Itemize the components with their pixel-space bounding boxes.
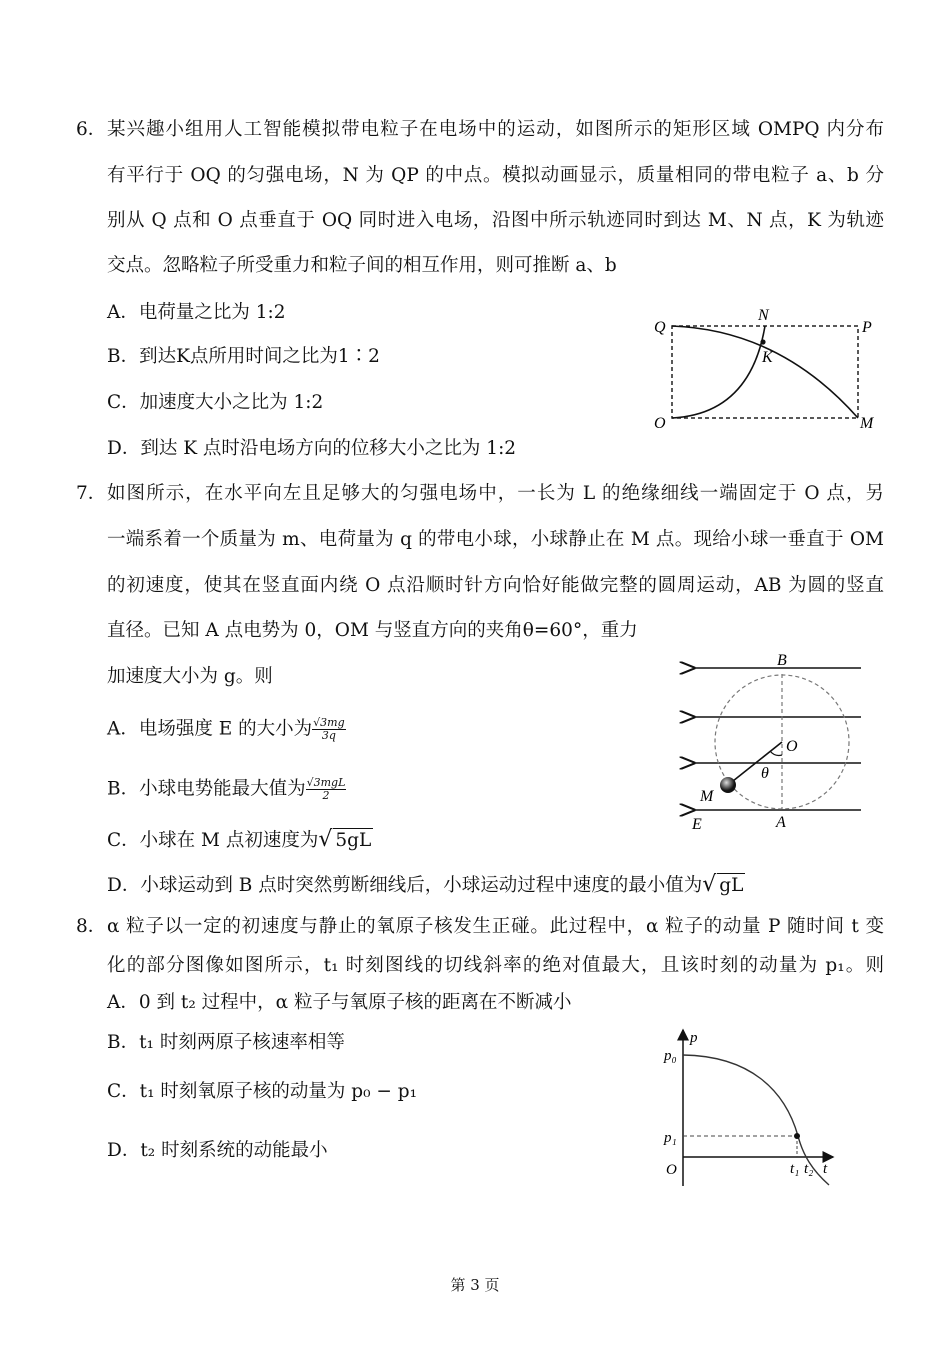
- q7-circle-diagram: [640, 645, 890, 835]
- q7-stem-line: 直径。已知 A 点电势为 0，OM 与竖直方向的夹角θ=60°，重力: [107, 620, 638, 641]
- option-text: A．电场强度 E 的大小为: [107, 718, 313, 740]
- label-m: M: [700, 788, 714, 805]
- label-a: A: [776, 814, 786, 831]
- q7-option-c: [107, 828, 373, 853]
- fraction: [312, 717, 345, 742]
- radicand: 5gL: [335, 830, 372, 851]
- q8-option-d: D．t₂ 时刻系统的动能最小: [107, 1140, 328, 1161]
- label-q: Q: [654, 319, 666, 336]
- q6-number: 6．: [76, 119, 107, 140]
- label-n: N: [758, 307, 769, 324]
- label-m: M: [860, 415, 874, 432]
- label-theta: θ: [761, 765, 769, 782]
- numerator: √3mg: [313, 716, 345, 729]
- q8-number: 8．: [76, 916, 107, 937]
- q6-option-b: B．到达K点所用时间之比为1∶2: [107, 346, 380, 367]
- label-p: P: [862, 319, 872, 336]
- q8-momentum-graph: [640, 1020, 840, 1195]
- label-p0: p₀: [664, 1048, 677, 1064]
- label-t-axis: t: [823, 1161, 828, 1177]
- label-o: O: [786, 738, 798, 755]
- q8-stem-line: 化的部分图像如图所示，t₁ 时刻图线的切线斜率的绝对值最大，且该时刻的动量为 p₁。则: [107, 955, 884, 976]
- denominator: 2: [322, 789, 330, 802]
- page-number: 第 3 页: [450, 1276, 500, 1294]
- label-o: O: [654, 415, 666, 432]
- q6-stem-line: 某兴趣小组用人工智能模拟带电粒子在电场中的运动，如图所示的矩形区域 OMPQ 内分布: [107, 119, 884, 140]
- q7-stem-line: 加速度大小为 g。则: [107, 666, 273, 687]
- fraction: [306, 777, 347, 802]
- q7-stem-line: 一端系着一个质量为 m、电荷量为 q 的带电小球，小球静止在 M 点。现给小球一垂直于 OM: [107, 529, 884, 550]
- q6-stem-line: 有平行于 OQ 的匀强电场，N 为 QP 的中点。模拟动画显示，质量相同的带电粒子 a、b 分: [107, 165, 884, 186]
- q6-option-c: C．加速度大小之比为 1:2: [107, 392, 324, 413]
- q6-option-a: A．电荷量之比为 1:2: [107, 302, 286, 323]
- label-origin: O: [666, 1162, 677, 1178]
- label-e: E: [692, 816, 702, 833]
- q6-stem-line: 交点。忽略粒子所受重力和粒子间的相互作用，则可推断 a、b: [107, 255, 617, 276]
- label-b: B: [777, 652, 787, 669]
- q7-number: 7．: [76, 483, 107, 504]
- denominator: 3q: [321, 729, 336, 742]
- q7-option-d: [107, 873, 745, 898]
- label-t1: t₁: [790, 1161, 800, 1177]
- q6-field-diagram: [640, 300, 890, 440]
- option-text: C．小球在 M 点初速度为: [107, 830, 319, 851]
- radicand: gL: [719, 875, 744, 896]
- label-p1: p₁: [664, 1130, 677, 1146]
- sqrt-sign: √: [702, 872, 717, 897]
- numerator: √3mgL: [306, 776, 346, 789]
- q6-stem-line: 别从 Q 点和 O 点垂直于 OQ 同时进入电场，沿图中所示轨迹同时到达 M、N 点，K 为轨迹: [107, 210, 884, 231]
- option-text: D．小球运动到 B 点时突然剪断细线后，小球运动过程中速度的最小值为: [107, 875, 703, 896]
- q6-option-d: D．到达 K 点时沿电场方向的位移大小之比为 1:2: [107, 438, 517, 459]
- q7-stem-line: 的初速度，使其在竖直面内绕 O 点沿顺时针方向恰好能做完整的圆周运动，AB 为圆的竖直: [107, 575, 884, 596]
- q8-option-b: B．t₁ 时刻两原子核速率相等: [107, 1032, 345, 1053]
- q8-option-a: A．0 到 t₂ 过程中，α 粒子与氧原子核的距离在不断减小: [107, 992, 572, 1013]
- q7-option-b: [107, 777, 346, 802]
- label-p-axis: p: [690, 1030, 698, 1046]
- q8-option-c: C．t₁ 时刻氧原子核的动量为 p₀ − p₁: [107, 1081, 418, 1102]
- q8-stem-line: α 粒子以一定的初速度与静止的氧原子核发生正碰。此过程中，α 粒子的动量 P 随时间 t 变: [107, 916, 884, 937]
- q7-option-a: [107, 717, 346, 742]
- label-k: K: [762, 349, 773, 366]
- q7-stem-line: 如图所示，在水平向左且足够大的匀强电场中，一长为 L 的绝缘细线一端固定于 O 点，另: [107, 483, 884, 504]
- label-t2: t₂: [804, 1161, 814, 1177]
- option-text: B．小球电势能最大值为: [107, 778, 306, 800]
- sqrt-sign: √: [318, 827, 333, 852]
